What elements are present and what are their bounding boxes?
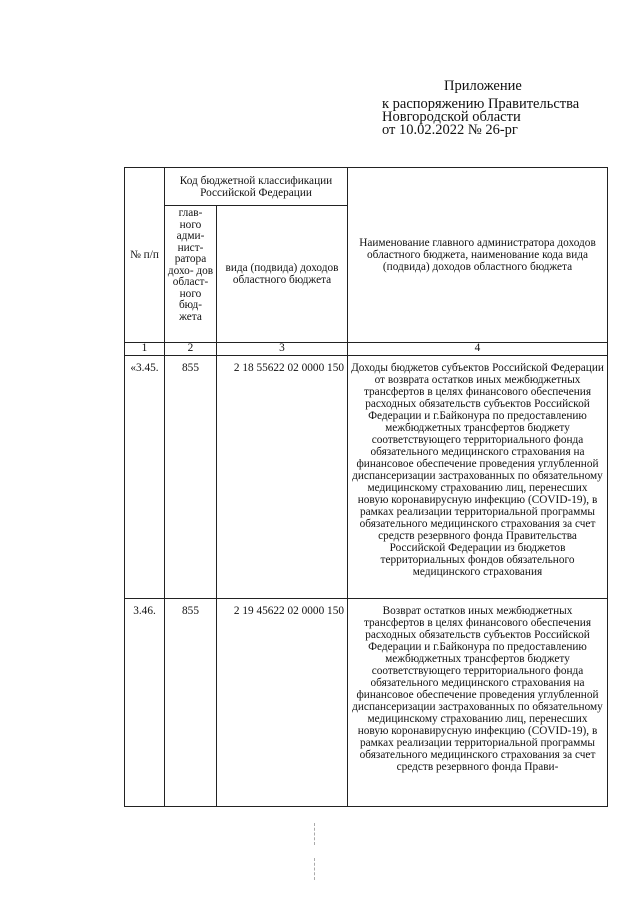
row-number: «3.45.	[125, 356, 165, 599]
row-kind-code: 2 19 45622 02 0000 150	[217, 599, 348, 807]
header-row-1	[125, 168, 608, 206]
header-classification-group: Код бюджетной классификации Российской Федерации	[165, 168, 348, 206]
row-kind-code: 2 18 55622 02 0000 150	[217, 356, 348, 599]
document-header	[382, 80, 632, 137]
header-line-2: Новгородской области	[382, 109, 521, 125]
column-numbers-row	[125, 343, 608, 356]
scan-mark	[314, 823, 316, 845]
row-description: Доходы бюджетов субъектов Российской Федерации от возврата остатков иных межбюджетных трансфертов в целях финансового обеспечения расходных обязательств субъектов Российской Федерации и г.Байконура по предоставлению межбюджетных трансфертов бюджету соответствующего территориального фонда обязательного медицинского страхования на финансовое обеспечение проведения углубленной диспансеризации застрахованных по обязательному медицинскому страхованию лиц, перенесших новую коронавирусную инфекцию (COVID-19), в рамках реализации территориальной программы обязательного медицинского страхования за счет средств резервного фонда Правительства Российской Федерации из бюджетов территориальных фондов обязательного медицинского страхования	[348, 356, 608, 599]
col-number-3: 3	[217, 343, 348, 356]
header-name: Наименование главного администратора доходов областного бюджета, наименование кода вида (подвида) доходов областного бюджета	[348, 168, 608, 343]
header-admin-code: глав- ного адми- нист- ратора дохо- дов област- ного бюд- жета	[165, 206, 217, 343]
header-line-1: к распоряжению Правительства	[382, 96, 580, 112]
row-admin-code: 855	[165, 599, 217, 807]
header-line-3: от 10.02.2022 № 26-рг	[382, 122, 518, 138]
col-number-4: 4	[348, 343, 608, 356]
header-kind-code: вида (подвида) доходов областного бюджета	[217, 206, 348, 343]
row-description: Возврат остатков иных межбюджетных трансфертов в целях финансового обеспечения расходных обязательств субъектов Российской Федерации и г.Байконура по предоставлению межбюджетных трансфертов бюджету соответствующего территориального фонда обязательного медицинского страхования на финансовое обеспечение проведения углубленной диспансеризации застрахованных по обязательному медицинскому страхованию лиц, перенесших новую коронавирусную инфекцию (COVID-19), в рамках реализации территориальной программы обязательного медицинского страхования за счет средств резервного фонда Прави-	[348, 599, 608, 807]
appendix-title: Приложение	[444, 78, 522, 94]
table-row	[125, 356, 608, 599]
budget-table	[124, 167, 608, 807]
col-number-1: 1	[125, 343, 165, 356]
row-admin-code: 855	[165, 356, 217, 599]
col-number-2: 2	[165, 343, 217, 356]
scan-mark	[314, 858, 316, 880]
table-row	[125, 599, 608, 807]
header-num: № п/п	[125, 168, 165, 343]
row-number: 3.46.	[125, 599, 165, 807]
